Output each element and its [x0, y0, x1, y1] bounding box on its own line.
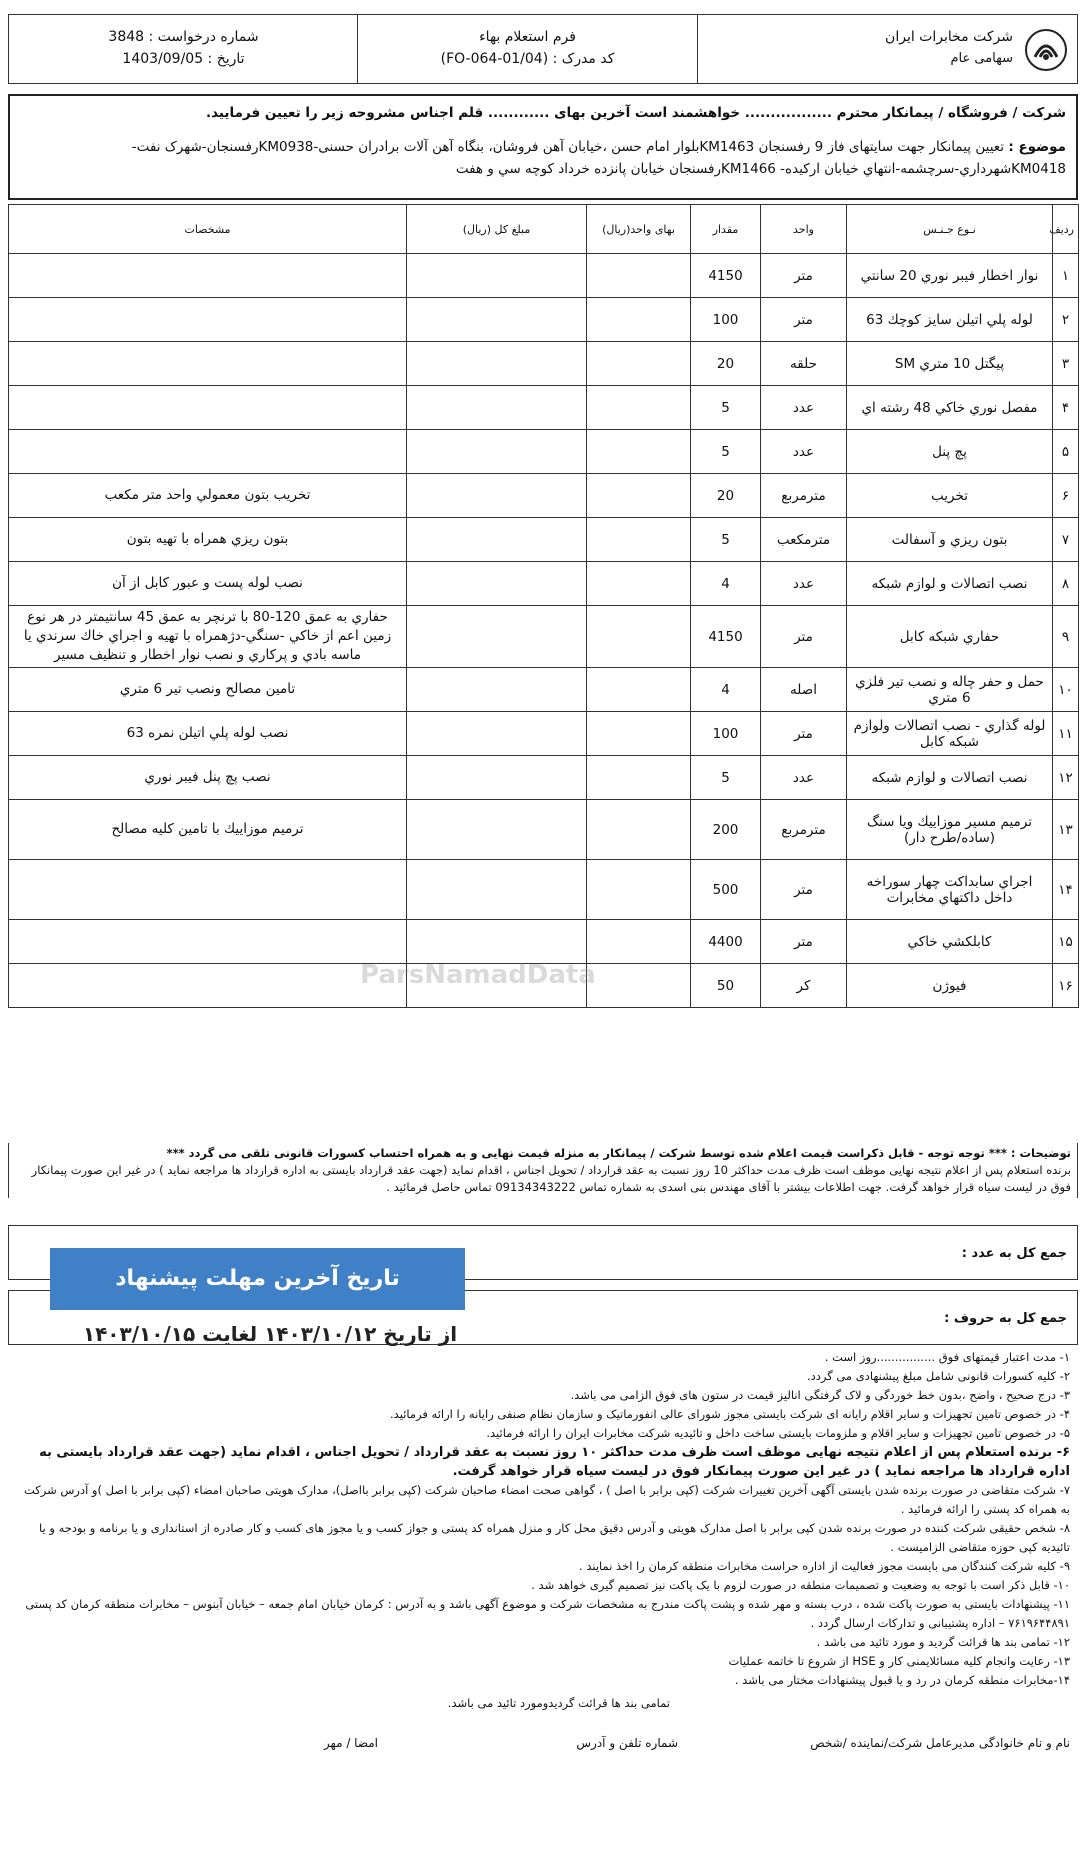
row-index: ۱۰: [1053, 668, 1079, 712]
table-body: [9, 254, 1079, 1008]
item-spec: [9, 254, 407, 298]
table-row: [9, 756, 1079, 800]
item-total-price: [407, 518, 587, 562]
item-unit-price: [587, 712, 691, 756]
item-quantity: 20: [691, 342, 761, 386]
table-row: [9, 920, 1079, 964]
table-row: [9, 474, 1079, 518]
item-quantity: 4: [691, 668, 761, 712]
item-spec: [9, 920, 407, 964]
item-unit-price: [587, 562, 691, 606]
header-idx: ردیف: [1053, 205, 1079, 254]
item-quantity: 20: [691, 474, 761, 518]
watermark-text: ParsNamadData: [360, 960, 596, 990]
company-type: سهامی عام: [950, 51, 1013, 66]
request-date: تاریخ : 1403/09/05: [122, 51, 245, 67]
table-row: [9, 254, 1079, 298]
form-header: [8, 14, 1078, 84]
item-name: نصب اتصالات و لوازم شبکه: [847, 562, 1053, 606]
table-header-row: [9, 205, 1079, 254]
table-row: [9, 518, 1079, 562]
table-row: [9, 430, 1079, 474]
item-quantity: 100: [691, 298, 761, 342]
item-quantity: 100: [691, 712, 761, 756]
item-spec: [9, 298, 407, 342]
deadline-banner: تاریخ آخرین مهلت پیشنهاد: [50, 1248, 465, 1310]
item-name: كابلكشي خاكي: [847, 920, 1053, 964]
term-item: ۷- شرکت متقاضی در صورت برنده شدن بایستی آگهی آخرین تغییرات شرکت (کپی برابر با اصل ) ، گواهی صحت امضاء صاحبان شرکت (کپی برابر بااصل)، مدارک هویتی صاحبان امضاء (کپی برابر با اصل )و آدرس شرکت به همراه کد پستی را ارائه فرمائید .: [23, 1483, 1070, 1516]
table-row: [9, 562, 1079, 606]
item-total-price: [407, 800, 587, 860]
term-item: ۱۳- رعایت وانجام کلیه مسائلایمنی کار و HSE از شروع تا خاتمه عملیات: [728, 1654, 1070, 1668]
item-total-price: [407, 712, 587, 756]
item-total-price: [407, 606, 587, 668]
item-quantity: 4: [691, 562, 761, 606]
item-total-price: [407, 342, 587, 386]
item-unit-price: [587, 668, 691, 712]
item-quantity: 5: [691, 518, 761, 562]
request-block: [10, 15, 357, 83]
row-index: ۳: [1053, 342, 1079, 386]
item-unit: متر: [761, 860, 847, 920]
table-row: [9, 386, 1079, 430]
item-unit-price: [587, 920, 691, 964]
item-quantity: 5: [691, 756, 761, 800]
item-spec: [9, 964, 407, 1008]
item-name: نصب اتصالات و لوازم شبکه: [847, 756, 1053, 800]
signer-sign-label: امضا / مهر: [323, 1736, 378, 1750]
header-total: مبلغ کل (ریال): [407, 205, 587, 254]
item-unit: حلقه: [761, 342, 847, 386]
confirm-text: تمامی بند ها قرائت گردیدومورد تائید می باشد.: [447, 1696, 670, 1710]
term-item: ۱- مدت اعتبار قیمتهای فوق ................روز است .: [824, 1350, 1070, 1364]
item-unit: عدد: [761, 756, 847, 800]
item-name: حفاري شبكه كابل: [847, 606, 1053, 668]
item-unit: متر: [761, 606, 847, 668]
header-unit-price: بهای واحد(ریال): [587, 205, 691, 254]
item-unit-price: [587, 606, 691, 668]
item-quantity: 500: [691, 860, 761, 920]
company-name: شرکت مخابرات ایران: [885, 29, 1013, 45]
item-unit-price: [587, 386, 691, 430]
notes-box: [8, 1143, 1078, 1198]
row-index: ۷: [1053, 518, 1079, 562]
item-quantity: 4150: [691, 606, 761, 668]
sum-letters-label: جمع کل به حروف :: [944, 1311, 1067, 1326]
item-spec: نصب لوله پلي اتيلن نمره 63: [9, 712, 407, 756]
row-index: ۶: [1053, 474, 1079, 518]
term-item: ۶- برنده استعلام پس از اعلام نتیجه نهایی موظف است ظرف مدت حداکثر ۱۰ روز نسبت به عقد قرارداد / تحویل اجناس ، اقدام نماید (جهت عقد قرارداد بایستی به اداره قرارداد ها مراجعه نماید ) در غیر این صورت پیمانکار فوق در لیست سیاه قرار خواهد گرفت.: [39, 1445, 1070, 1479]
item-unit-price: [587, 474, 691, 518]
table-row: [9, 298, 1079, 342]
row-index: ۱۳: [1053, 800, 1079, 860]
table-row: [9, 712, 1079, 756]
deadline-range: از تاریخ ۱۴۰۳/۱۰/۱۲ لغایت ۱۴۰۳/۱۰/۱۵: [82, 1322, 458, 1346]
term-item: ۱۴-مخابرات منطقه کرمان در رد و یا قبول پیشنهادات مختار می باشد .: [734, 1673, 1070, 1687]
item-quantity: 50: [691, 964, 761, 1008]
item-total-price: [407, 668, 587, 712]
item-name: ترميم مسير موزاييك ويا سنگ (ساده/طرح دار): [847, 800, 1053, 860]
header-unit: واحد: [761, 205, 847, 254]
item-name: بتون ريزي و آسفالت: [847, 518, 1053, 562]
item-name: تخريب: [847, 474, 1053, 518]
item-quantity: 4400: [691, 920, 761, 964]
term-item: ۱۰- قابل ذکر است با توجه به وضعیت و تصمیمات منطقه در صورت لزوم با یک پاکت نیز تصمیم گیری خواهد شد .: [531, 1578, 1070, 1592]
sum-number-label: جمع کل به عدد :: [961, 1246, 1067, 1261]
term-item: ۱۱- پیشنهادات بایستی به صورت پاکت شده ، درب بسته و مهر شده و پشت پاکت مندرج به مشخصات شرکت و موضوع آگهی باشد و به آدرس : کرمان خیابان امام جمعه – خیابان آبنوس – مخابرات منطقه کرمان کد پستی ۷۶۱۹۶۴۴۸۹۱ – اداره پشتیبانی و تدارکات ارسال گردد .: [25, 1597, 1070, 1630]
subject-text: تعیین پیمانکار جهت سایتهای فاز 9 رفسنجان KM1463بلوار امام حسن ،خیابان آهن فروشان، بنگاه آهن آلات برادران حسنی-KM0938رفسنجان-شهرک نفت- KM0418شهرداري-سرچشمه-انتهاي خيابان اركيده- KM1466رفسنجان خيابان پانزده خرداد كوچه سي و هفت: [131, 139, 1066, 177]
form-title-block: [357, 15, 697, 83]
company-block: [697, 15, 1077, 83]
item-unit-price: [587, 430, 691, 474]
item-unit-price: [587, 964, 691, 1008]
item-spec: [9, 860, 407, 920]
header-qty: مقدار: [691, 205, 761, 254]
row-index: ۱۴: [1053, 860, 1079, 920]
item-unit: متر: [761, 254, 847, 298]
item-unit-price: [587, 342, 691, 386]
intro-line: شرکت / فروشگاه / پیمانکار محترم ................. خواهشمند است آخرین بهای ............ قلم اجناس مشروحه زیر را تعیین فرمایید.: [206, 105, 1066, 121]
term-item: ۹- کلیه شرکت کنندگان می بایست مجوز فعالیت از اداره حراست مخابرات منطقه کرمان را اخذ نمایند .: [579, 1559, 1070, 1573]
item-spec: تخريب بتون معمولي واحد متر مكعب: [9, 474, 407, 518]
notes-line-1: توضیحات : *** توجه توجه - قابل ذکراست قیمت اعلام شده توسط شرکت / پیمانکار به منزله قیمت نهایی و به همراه احتساب کسورات قانونی تلقی می گردد ***: [166, 1146, 1071, 1160]
item-spec: نصب پچ پنل فيبر نوري: [9, 756, 407, 800]
terms-list: [8, 1348, 1078, 1713]
item-unit: اصله: [761, 668, 847, 712]
intro-box: [8, 94, 1078, 200]
subject: [20, 136, 1066, 180]
term-item: ۸- شخص حقیقی شرکت کننده در صورت برنده شدن کپی برابر با اصل مدارک هویتی و آدرس دقیق محل کار و منزل همراه کد پستی و جواز کسب و یا مجوز های کسب و کار صادره از استانداری و یا برنامه و بودجه و یا تائیدیه کپی حوزه متقاضی الزامیست .: [39, 1521, 1070, 1554]
row-index: ۲: [1053, 298, 1079, 342]
item-unit-price: [587, 860, 691, 920]
items-table: [8, 204, 1079, 1008]
item-total-price: [407, 386, 587, 430]
item-unit: مترمربع: [761, 800, 847, 860]
item-spec: [9, 386, 407, 430]
item-total-price: [407, 920, 587, 964]
item-quantity: 5: [691, 430, 761, 474]
term-item: ۴- در خصوص تامین تجهیزات و سایر اقلام رایانه ای شرکت بایستی مجوز شورای عالی انفورماتیک و سازمان نظام صنفی رایانه را ارائه فرمائید.: [390, 1407, 1070, 1421]
item-quantity: 200: [691, 800, 761, 860]
item-unit: مترمربع: [761, 474, 847, 518]
item-quantity: 4150: [691, 254, 761, 298]
item-total-price: [407, 756, 587, 800]
item-name: لوله گذاري - نصب اتصالات ولوازم شبكه كابل: [847, 712, 1053, 756]
item-unit: متر: [761, 920, 847, 964]
row-index: ۴: [1053, 386, 1079, 430]
item-unit-price: [587, 756, 691, 800]
item-unit-price: [587, 518, 691, 562]
header-spec: مشخصات: [9, 205, 407, 254]
item-unit: عدد: [761, 430, 847, 474]
row-index: ۸: [1053, 562, 1079, 606]
item-name: اجراي سابداكت چهار سوراخه داخل داكتهاي مخابرات: [847, 860, 1053, 920]
item-total-price: [407, 562, 587, 606]
item-unit: مترمکعب: [761, 518, 847, 562]
notes-line-2: برنده استعلام پس از اعلام نتیجه نهایی موظف است ظرف مدت حداکثر 10 روز نسبت به عقد قرارداد / تحویل اجناس ، اقدام نماید (جهت عقد قرارداد بایستی به اداره قرارداد ها مراجعه نماید ) در غیر این صورت پیمانکار فوق در لیست سیاه قرار خواهد گرفت. جهت اطلاعات بیشتر با آقای مهندس بنی اسدی به شماره تماس 09134343222 تماس حاصل فرمائید .: [31, 1163, 1071, 1194]
item-name: نوار اخطار فیبر نوري 20 سانتي: [847, 254, 1053, 298]
item-name: مفصل نوري خاكي 48 رشته اي: [847, 386, 1053, 430]
table-row: [9, 606, 1079, 668]
item-total-price: [407, 254, 587, 298]
item-spec: بتون ريزي همراه با تهيه بتون: [9, 518, 407, 562]
item-total-price: [407, 474, 587, 518]
item-unit: عدد: [761, 386, 847, 430]
table-row: [9, 800, 1079, 860]
term-item: ۲- کلیه کسورات قانونی شامل مبلغ پیشنهادی می گردد.: [806, 1369, 1070, 1383]
item-unit: کر: [761, 964, 847, 1008]
row-index: ۱۶: [1053, 964, 1079, 1008]
table-row: [9, 668, 1079, 712]
subject-label: موضوع :: [1008, 139, 1066, 155]
item-spec: ترميم موزاييك با تامين كليه مصالح: [9, 800, 407, 860]
header-name: نـوع جـنـس: [847, 205, 1053, 254]
item-unit-price: [587, 800, 691, 860]
row-index: ۵: [1053, 430, 1079, 474]
item-total-price: [407, 298, 587, 342]
table-row: [9, 342, 1079, 386]
row-index: ۱۲: [1053, 756, 1079, 800]
item-name: لوله پلي اتيلن سايز كوچك 63: [847, 298, 1053, 342]
row-index: ۱: [1053, 254, 1079, 298]
company-logo-icon: [1023, 27, 1069, 73]
item-name: حمل و حفر چاله و نصب تير فلزي 6 متري: [847, 668, 1053, 712]
item-spec: نصب لوله پست و عبور كابل از آن: [9, 562, 407, 606]
doc-code: کد مدرک : (FO-064-01/04): [440, 51, 615, 67]
item-unit: عدد: [761, 562, 847, 606]
item-name: پيگتل 10 متري SM: [847, 342, 1053, 386]
item-total-price: [407, 430, 587, 474]
table-row: [9, 860, 1079, 920]
form-title: فرم استعلام بهاء: [479, 29, 576, 45]
signer-name-label: نام و نام خانوادگی مدیرعامل شرکت/نماینده /شخص: [810, 1736, 1070, 1750]
item-unit-price: [587, 254, 691, 298]
signer-phone-label: شماره تلفن و آدرس: [576, 1736, 678, 1750]
item-name: پچ پنل: [847, 430, 1053, 474]
term-item: ۱۲- تمامی بند ها قرائت گردید و مورد تائید می باشد .: [816, 1635, 1070, 1649]
item-quantity: 5: [691, 386, 761, 430]
item-name: فيوژن: [847, 964, 1053, 1008]
item-spec: حفاري به عمق 120-80 با ترنچر به عمق 45 سانتيمتر در هر نوع زمين اعم از خاكي -سنگي-دژهمراه با تهيه و اجراي خاك سرندي يا ماسه بادي و پركاري و نصب نوار اخطار و تنظيف مسير: [9, 606, 407, 668]
item-spec: [9, 430, 407, 474]
term-item: ۵- در خصوص تامین تجهیزات و سایر اقلام و ملزومات بایستی ساخت داخل و تائیدیه شرکت مخابرات ایران را ارائه فرمائید.: [486, 1426, 1070, 1440]
item-spec: تامين مصالح ونصب تير 6 متري: [9, 668, 407, 712]
row-index: ۱۵: [1053, 920, 1079, 964]
request-number: شماره درخواست : 3848: [108, 29, 259, 45]
row-index: ۹: [1053, 606, 1079, 668]
row-index: ۱۱: [1053, 712, 1079, 756]
item-spec: [9, 342, 407, 386]
term-item: ۳- درج صحیح ، واضح ،بدون خط خوردگی و لاک گرفتگی انالیز قیمت در ستون های فوق الزامی می باشد.: [570, 1388, 1070, 1402]
item-unit: متر: [761, 712, 847, 756]
item-total-price: [407, 860, 587, 920]
item-unit-price: [587, 298, 691, 342]
item-unit: متر: [761, 298, 847, 342]
